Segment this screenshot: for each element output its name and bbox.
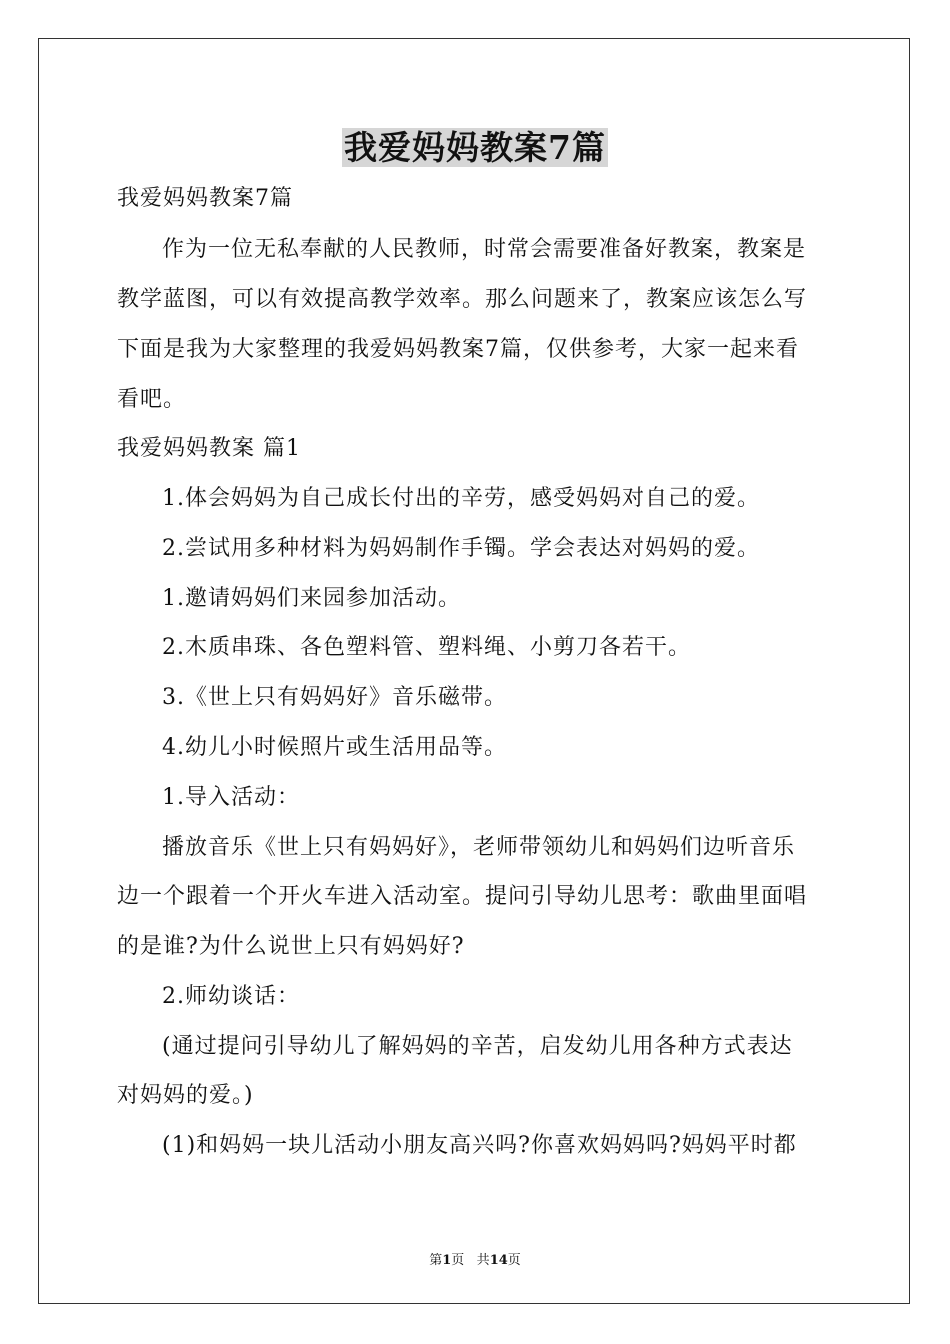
text-line: 2.尝试用多种材料为妈妈制作手镯。学会表达对妈妈的爱。 [162, 536, 760, 561]
page-suffix: 页 [451, 1253, 465, 1268]
page-number: 1 [442, 1253, 452, 1268]
section-heading: 我爱妈妈教案 篇1 [117, 436, 301, 461]
text-line: 教学蓝图，可以有效提高教学效率。那么问题来了，教案应该怎么写 [117, 287, 808, 312]
text-line: 1.体会妈妈为自己成长付出的辛劳，感受妈妈对自己的爱。 [162, 486, 760, 511]
total-prefix: 共 [476, 1253, 490, 1268]
text-line: 4.幼儿小时候照片或生活用品等。 [162, 735, 507, 760]
text-line: 的是谁?为什么说世上只有妈妈好? [117, 934, 465, 959]
text-line: 播放音乐《世上只有妈妈好》，老师带领幼儿和妈妈们边听音乐 [162, 835, 796, 860]
text-line: 2.师幼谈话： [162, 984, 300, 1009]
text-line: 下面是我为大家整理的我爱妈妈教案7篇，仅供参考，大家一起来看 [117, 337, 799, 362]
total-suffix: 页 [507, 1253, 521, 1268]
document-title [0, 126, 950, 170]
text-line: 作为一位无私奉献的人民教师，时常会需要准备好教案，教案是 [162, 237, 807, 262]
text-line: 3.《世上只有妈妈好》音乐磁带。 [162, 685, 507, 710]
text-line: 1.导入活动： [162, 785, 300, 810]
text-line: 边一个跟着一个开火车进入活动室。提问引导幼儿思考：歌曲里面唱 [117, 884, 808, 909]
text-line: 1.邀请妈妈们来园参加活动。 [162, 586, 461, 611]
page-prefix: 第 [429, 1253, 443, 1268]
text-line: (通过提问引导幼儿了解妈妈的辛苦，启发幼儿用各种方式表达 [162, 1034, 793, 1059]
text-line: (1)和妈妈一块儿活动小朋友高兴吗?你喜欢妈妈吗?妈妈平时都 [162, 1133, 797, 1158]
text-line: 对妈妈的爱。) [117, 1083, 254, 1108]
subtitle-line: 我爱妈妈教案7篇 [117, 186, 293, 211]
text-line: 2.木质串珠、各色塑料管、塑料绳、小剪刀各若干。 [162, 635, 691, 660]
page-footer [0, 1249, 950, 1268]
title-text: 我爱妈妈教案7篇 [344, 128, 606, 167]
total-pages: 14 [489, 1253, 508, 1268]
text-line: 看吧。 [117, 387, 187, 412]
page-border [38, 38, 910, 1304]
